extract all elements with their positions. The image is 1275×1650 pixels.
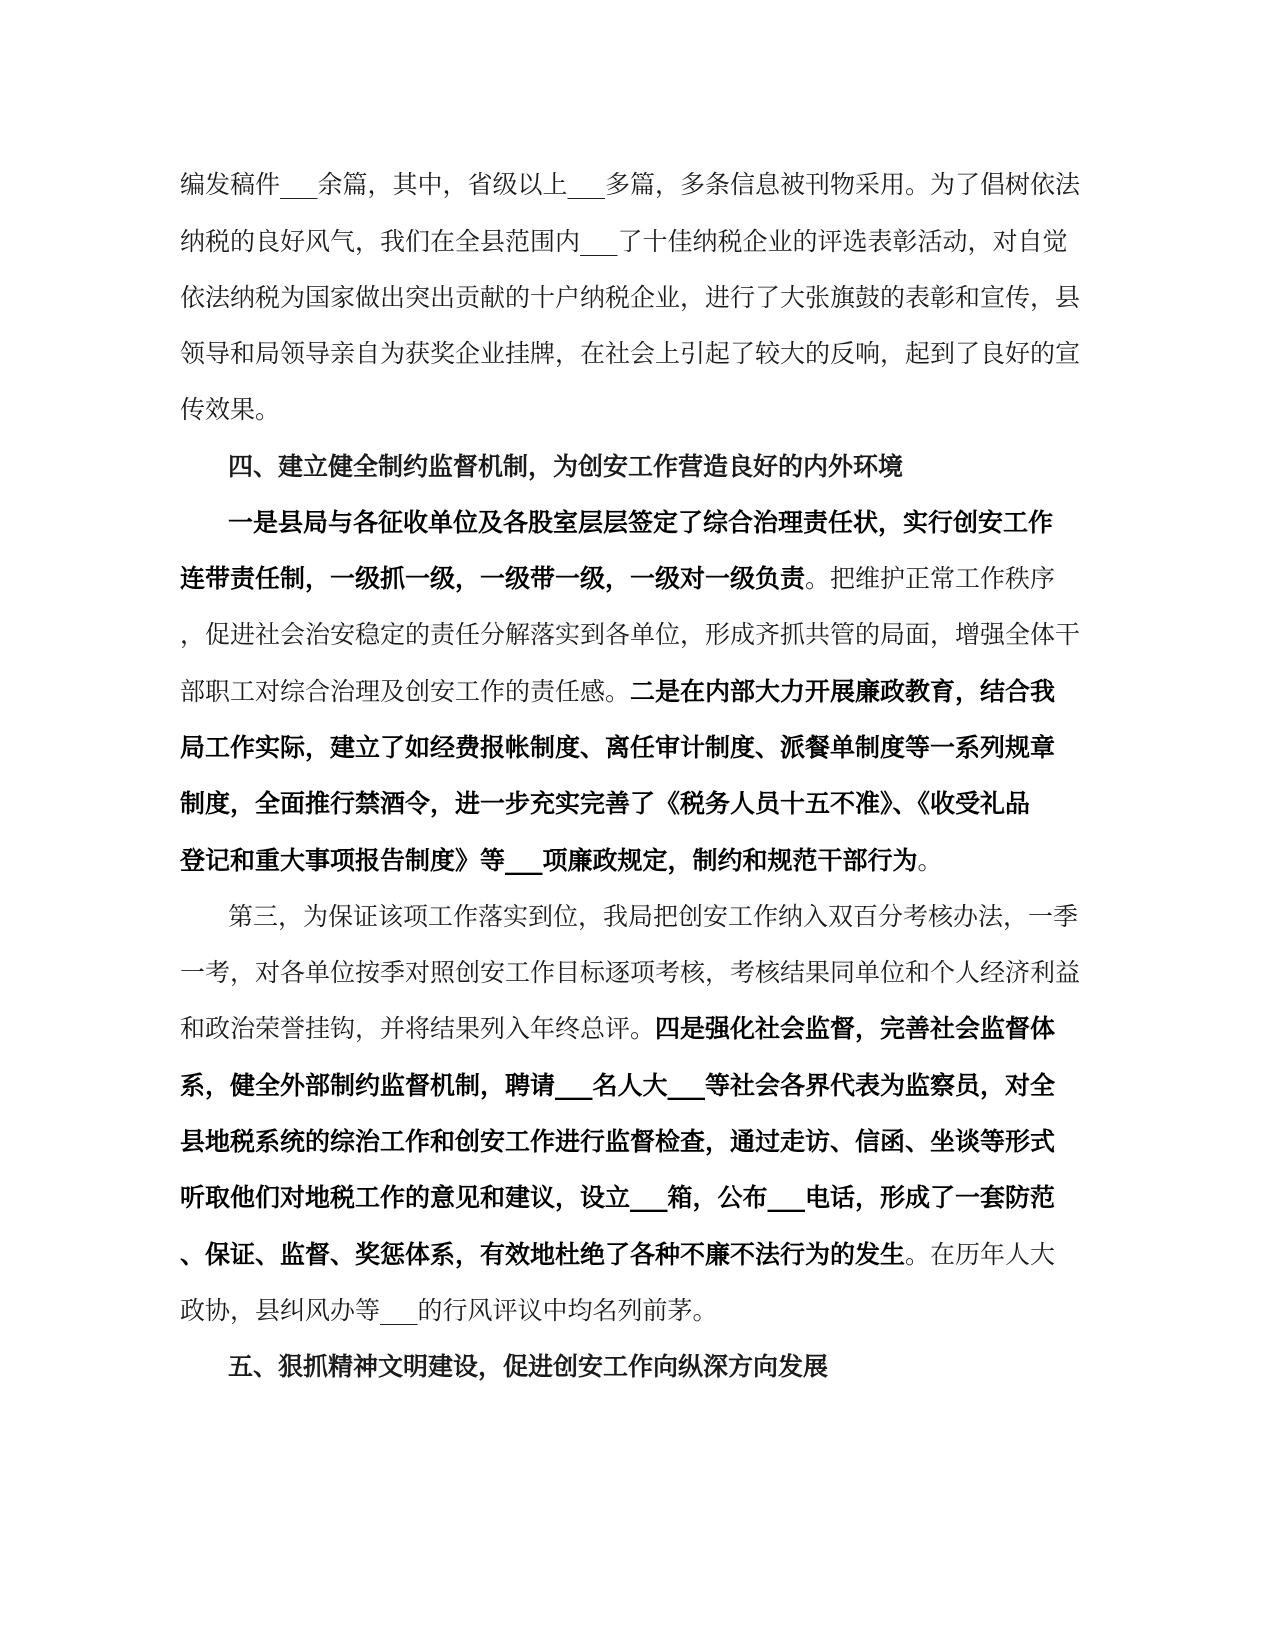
- paragraph-3-line-2: 一考，对各单位按季对照创安工作目标逐项考核，考核结果同单位和个人经济利益: [180, 958, 1081, 987]
- bold-text: 听取他们对地税工作的意见和建议，设立___箱，公布___电话，形成了一套防范: [180, 1183, 1056, 1212]
- paragraph-2-line-3: ，促进社会治安稳定的责任分解落实到各单位，形成齐抓共管的局面，增强全体干: [180, 620, 1081, 649]
- section-heading-4: 四、建立健全制约监督机制，为创安工作营造良好的内外环境: [228, 452, 904, 481]
- paragraph-1-line-3: 依法纳税为国家做出突出贡献的十户纳税企业，进行了大张旗鼓的表彰和宣传，县: [180, 283, 1081, 312]
- paragraph-2-line-5: [180, 733, 1055, 763]
- paragraph-2-line-2: [180, 564, 1055, 594]
- paragraph-1-line-5: 传效果。: [180, 395, 281, 424]
- paragraph-1-line-1: 编发稿件___余篇，其中，省级以上___多篇，多条信息被刊物采用。为了倡树依法: [180, 170, 1081, 199]
- normal-text: 。把维护正常工作秩序: [805, 564, 1056, 593]
- paragraph-3-line-7: [180, 1240, 1055, 1270]
- bold-text: 县地税系统的综治工作和创安工作进行监督检查，通过走访、信函、坐谈等形式: [180, 1127, 1056, 1156]
- bold-text: 、保证、监督、奖惩体系，有效地杜绝了各种不廉不法行为的发生: [180, 1240, 906, 1269]
- normal-text: 。在历年人大: [905, 1240, 1056, 1269]
- bold-text: 登记和重大事项报告制度》等___项廉政规定，制约和规范干部行为: [180, 846, 918, 875]
- bold-text: 局工作实际，建立了如经费报帐制度、离任审计制度、派餐单制度等一系列规章: [180, 733, 1056, 762]
- bold-text: 四是强化社会监督，完善社会监督体: [655, 1014, 1056, 1043]
- paragraph-3-line-1: 第三，为保证该项工作落实到位，我局把创安工作纳入双百分考核办法，一季: [228, 902, 1079, 931]
- paragraph-1-line-2: 纳税的良好风气，我们在全县范围内___了十佳纳税企业的评选表彰活动，对自觉: [180, 227, 1068, 256]
- normal-text: 。: [917, 846, 943, 875]
- normal-text: 部职工对综合治理及创安工作的责任感。: [180, 677, 631, 706]
- bold-text: 系，健全外部制约监督机制，聘请___名人大___等社会各界代表为监察员，对全: [180, 1071, 1056, 1100]
- paragraph-3-line-3: [180, 1014, 1055, 1044]
- normal-text: 和政治荣誉挂钩，并将结果列入年终总评。: [180, 1014, 656, 1043]
- paragraph-2-line-7: [180, 846, 943, 876]
- section-heading-5: 五、狠抓精神文明建设，促进创安工作向纵深方向发展: [228, 1352, 829, 1381]
- paragraph-3-line-6: [180, 1183, 1055, 1213]
- bold-text: 一是县局与各征收单位及各股室层层签定了综合治理责任状，实行创安工作: [228, 508, 1054, 537]
- bold-text: 连带责任制，一级抓一级，一级带一级，一级对一级负责: [180, 564, 806, 593]
- paragraph-2-line-6: [180, 789, 1030, 819]
- bold-text: 二是在内部大力开展廉政教育，结合我: [630, 677, 1056, 706]
- paragraph-2-line-1: [228, 508, 1053, 538]
- paragraph-2-line-4: [180, 677, 1055, 707]
- paragraph-3-line-4: [180, 1071, 1055, 1101]
- paragraph-3-line-5: [180, 1127, 1055, 1157]
- bold-text: 制度，全面推行禁酒令，进一步充实完善了《税务人员十五不准》、《收受礼品: [180, 789, 1031, 818]
- paragraph-1-line-4: 领导和局领导亲自为获奖企业挂牌，在社会上引起了较大的反响，起到了良好的宣: [180, 339, 1081, 368]
- paragraph-3-line-8: 政协，县纠风办等___的行风评议中均名列前茅。: [180, 1296, 718, 1325]
